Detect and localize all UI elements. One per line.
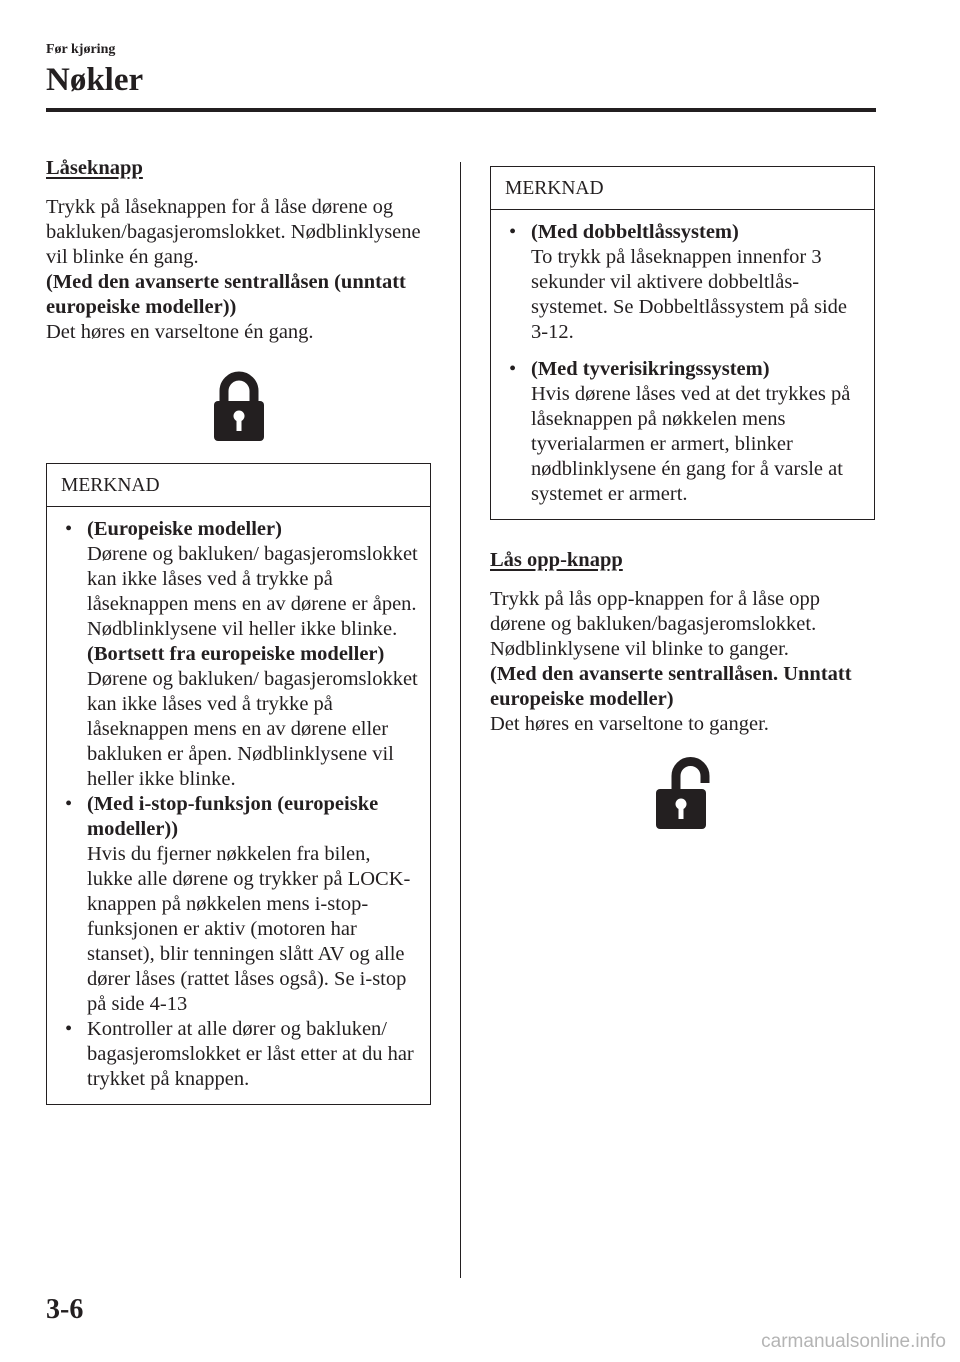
left-column [46, 156, 431, 1105]
note-item-heading: (Europeiske modeller) [87, 518, 282, 540]
right-column [490, 166, 875, 831]
note-item [503, 357, 862, 507]
unlock-illustration [490, 737, 875, 831]
chapter-title: Nøkler [46, 62, 144, 98]
bullet-icon: • [65, 1018, 73, 1040]
note-item-text: To trykk på låseknappen innenfor 3 sekunder vil aktivere dobbeltlås-systemet. Se Dobbeltlåssystem på side 3-12. [531, 246, 847, 343]
note-item [59, 517, 418, 792]
note-item-text: Kontroller at alle dører og bakluken/ bagasjeromslokket er låst etter at du har trykket på knappen. [87, 1018, 414, 1090]
bullet-icon: • [65, 518, 73, 540]
note-box-left [46, 463, 431, 1105]
note-item-text: Hvis du fjerner nøkkelen fra bilen, lukke alle dørene og trykker på LOCK-knappen på nøkkelen mens i-stop-funksjonen er aktiv (motoren har stanset), blir tenningen slått AV og alle dører låses (rattet låses også). Se i-stop på side 4-13 [87, 843, 411, 1015]
unlock-paragraph-1: Trykk på lås opp-knappen for å låse opp dørene og bakluken/bagasjeromslokket. Nødblinklysene vil blinke to ganger. [490, 588, 821, 660]
bullet-icon: • [509, 358, 517, 380]
header-rule [46, 108, 876, 112]
note-item-heading: (Med i-stop-funksjon (europeiske modeller)) [87, 793, 379, 840]
lock-illustration [46, 345, 431, 463]
lock-paragraph-3: Det høres en varseltone én gang. [46, 321, 314, 343]
bullet-icon: • [65, 793, 73, 815]
note-list [47, 507, 430, 1104]
page-number: 3-6 [46, 1294, 84, 1325]
note-item [59, 1017, 418, 1092]
unlock-button-heading: Lås opp-knapp [490, 549, 623, 571]
unlock-paragraph-3: Det høres en varseltone to ganger. [490, 713, 769, 735]
column-divider [460, 162, 461, 1278]
note-box-right [490, 166, 875, 520]
unlock-icon [653, 755, 713, 831]
note-list [491, 210, 874, 519]
note-item-heading: (Med dobbeltlåssystem) [531, 221, 739, 243]
lock-paragraph-2: (Med den avanserte sentrallåsen (unntatt europeiske modeller)) [46, 271, 406, 318]
bullet-icon: • [509, 221, 517, 243]
watermark: carmanualsonline.info [761, 1331, 946, 1352]
note-item-text: Dørene og bakluken/ bagasjeromslokket kan ikke låses ved å trykke på låseknappen mens en av dørene eller bakluken er åpen. Nødblinklysene vil heller ikke blinke. [87, 668, 418, 790]
lock-button-heading: Låseknapp [46, 157, 143, 179]
note-item-subheading: (Bortsett fra europeiske modeller) [87, 643, 385, 665]
note-title: MERKNAD [491, 167, 874, 210]
note-item [59, 792, 418, 1017]
lock-icon [211, 369, 267, 443]
note-item-heading: (Med tyverisikringssystem) [531, 358, 770, 380]
lock-paragraph-1: Trykk på låseknappen for å låse dørene og bakluken/bagasjeromslokket. Nødblinklysene vil blinke én gang. [46, 196, 421, 268]
note-title: MERKNAD [47, 464, 430, 507]
note-item-text: Dørene og bakluken/ bagasjeromslokket kan ikke låses ved å trykke på låseknappen mens en av dørene er åpen. Nødblinklysene vil heller ikke blinke. [87, 543, 418, 640]
section-label: Før kjøring [46, 42, 116, 57]
note-item-text: Hvis dørene låses ved at det trykkes på låseknappen på nøkkelen mens tyverialarmen er armert, blinker nødblinklysene én gang for å varsle at systemet er armert. [531, 383, 851, 505]
note-item [503, 220, 862, 345]
unlock-paragraph-2: (Med den avanserte sentrallåsen. Unntatt europeiske modeller) [490, 663, 852, 710]
